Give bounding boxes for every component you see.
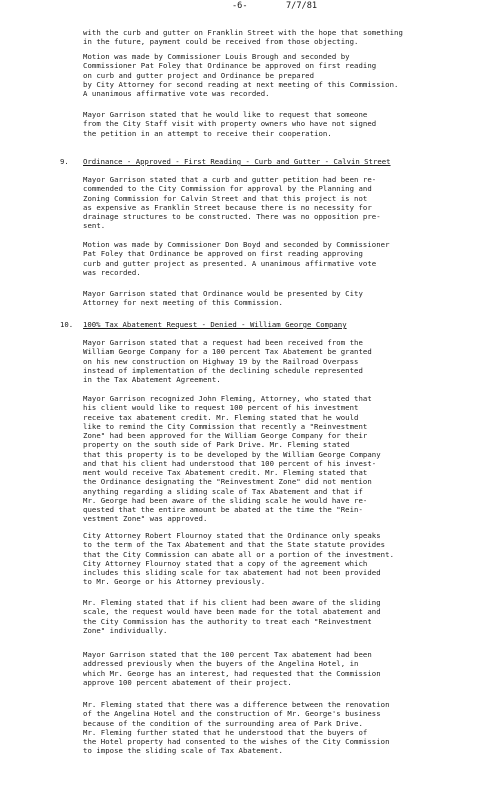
text-line: ment would receive Tax Abatement credit. Mr. Fleming stated that [83, 468, 368, 477]
text-line: Mayor Garrison stated that a request had been received from the [83, 338, 363, 347]
text-line: of the Angelina Hotel and the construction of Mr. George's business [83, 709, 381, 719]
agenda-item-number: 9. [60, 157, 69, 166]
text-line: Pat Foley that Ordinance be approved on first reading approving [83, 249, 363, 259]
minutes-paragraph [83, 700, 478, 756]
text-line: includes this sliding scale for tax abatement had not been provided [83, 568, 381, 577]
minutes-paragraph [83, 240, 478, 277]
agenda-item-heading [60, 157, 480, 166]
text-line: scale, the request would have been made for the total abatement and [83, 607, 381, 617]
text-line: in the Tax Abatement Agreement. [83, 375, 221, 384]
text-line: William George Company for a 100 percent Tax Abatement be granted [83, 347, 372, 357]
text-line: in the future, payment could be received from those objecting. [83, 37, 359, 47]
text-line: City Attorney Flournoy stated that a copy of the agreement which [83, 558, 368, 568]
minutes-paragraph [83, 110, 478, 138]
text-line: addressed previously when the buyers of the Angelina Hotel, in [83, 659, 359, 669]
text-line: Mayor Garrison recognized John Fleming, Attorney, who stated that [83, 394, 372, 403]
text-line: Mr. George had been aware of the sliding scale he would have re- [83, 495, 368, 505]
text-line: Mayor Garrison stated that the 100 percent Tax abatement had been [83, 650, 372, 659]
text-line: the petition in an attempt to receive their cooperation. [83, 128, 332, 138]
text-line: because of the condition of the surrounding area of Park Drive. [83, 718, 363, 728]
minutes-paragraph [83, 289, 478, 308]
text-line: to impose the sliding scale of Tax Abatement. [83, 746, 283, 756]
page-header [0, 1, 490, 11]
text-line: drainage structures to be constructed. There was no opposition pre- [83, 212, 381, 221]
minutes-paragraph [83, 531, 478, 587]
text-line: commended to the City Commission for approval by the Planning and [83, 184, 372, 194]
minutes-paragraph [83, 650, 478, 687]
agenda-item-title: Ordinance - Approved - First Reading - Curb and Gutter - Calvin Street [83, 157, 391, 166]
text-line: Zoning Commission for Calvin Street and that this project is not [83, 193, 368, 203]
text-line: as expensive as Franklin Street because there is no necessity for [83, 202, 372, 212]
text-line: property on the south side of Park Drive. Mr. Fleming stated [83, 440, 350, 450]
text-line: on his new construction on Highway 19 by the Railroad Overpass [83, 356, 359, 366]
text-line: Mr. Fleming further stated that he understood that the buyers of [83, 727, 368, 737]
text-line: approve 100 percent abatement of their project. [83, 677, 292, 687]
minutes-paragraph [83, 338, 478, 384]
text-line: his client would like to request 100 percent of his investment [83, 403, 359, 413]
text-line: instead of implementation of the declining schedule represented [83, 365, 363, 375]
minutes-paragraph [83, 28, 478, 47]
text-line: Attorney for next meeting of this Commission. [83, 298, 283, 308]
text-line: quested that the entire amount be abated at the time the "Rein- [83, 505, 363, 514]
text-line: sent. [83, 221, 106, 231]
text-line: Zone" had been approved for the William George Company for their [83, 431, 368, 440]
text-line: Commissioner Pat Foley that Ordinance be approved on first reading [83, 61, 377, 71]
text-line: vestment Zone" was approved. [83, 514, 208, 524]
text-line: by City Attorney for second reading at next meeting of this Commission. [83, 79, 399, 89]
text-line: and that his client had understood that 100 percent of his invest- [83, 458, 377, 468]
text-line: receive tax abatement credit. Mr. Fleming stated that he would [83, 412, 359, 422]
agenda-item-number: 10. [60, 320, 74, 329]
text-line: anything regarding a sliding scale of Tax Abatement and that if [83, 486, 363, 496]
minutes-paragraph [83, 394, 478, 524]
text-line: the Ordinance designating the "Reinvestment Zone" did not mention [83, 477, 372, 487]
text-line: the Hotel property had consented to the wishes of the City Commission [83, 737, 390, 746]
text-line: curb and gutter project as presented. A unanimous affirmative vote [83, 258, 377, 268]
text-line: like to remind the City Commission that recently a "Reinvestment [83, 421, 368, 431]
minutes-paragraph [83, 598, 478, 635]
text-line: A unanimous affirmative vote was recorded. [83, 89, 270, 98]
text-line: Mayor Garrison stated that Ordinance would be presented by City [83, 289, 363, 298]
text-line: which Mr. George has an interest, had requested that the Commission [83, 668, 381, 678]
text-line: with the curb and gutter on Franklin Street with the hope that something [83, 28, 403, 37]
text-line: that this property is to be developed by the William George Company [83, 449, 381, 459]
text-line: to Mr. George or his Attorney previously. [83, 577, 266, 587]
text-line: the City Commission has the authority to treat each "Reinvestment [83, 616, 372, 626]
text-line: Mr. Fleming stated that if his client had been aware of the sliding [83, 598, 381, 607]
page-number: -6- [232, 1, 248, 11]
agenda-item-title: 100% Tax Abatement Request - Denied - William George Company [83, 320, 347, 329]
text-line: Zone" individually. [83, 625, 168, 635]
text-line: on curb and gutter project and Ordinance be prepared [83, 70, 315, 80]
text-line: from the City Staff visit with property owners who have not signed [83, 119, 377, 129]
text-line: Mr. Fleming stated that there was a difference between the renovation [83, 700, 390, 709]
minutes-paragraph [83, 175, 478, 231]
text-line: that the City Commission can abate all or a portion of the investment. [83, 549, 395, 559]
minutes-paragraph [83, 52, 478, 98]
text-line: Mayor Garrison stated that a curb and gutter petition had been re- [83, 175, 377, 184]
text-line: to the term of the Tax Abatement and that the State statute provides [83, 540, 386, 550]
agenda-item-heading [60, 320, 480, 329]
text-line: Motion was made by Commissioner Louis Brough and seconded by [83, 52, 350, 61]
text-line: City Attorney Robert Flournoy stated that the Ordinance only speaks [83, 531, 381, 540]
meeting-date: 7/7/81 [286, 1, 318, 11]
text-line: Mayor Garrison stated that he would like to request that someone [83, 110, 368, 119]
text-line: was recorded. [83, 267, 141, 277]
text-line: Motion was made by Commissioner Don Boyd and seconded by Commissioner [83, 240, 390, 249]
